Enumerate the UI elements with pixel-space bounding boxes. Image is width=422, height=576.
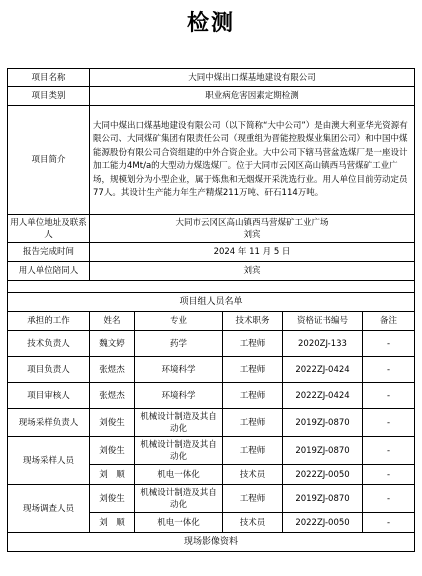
member-note: - xyxy=(363,331,415,357)
member-cert: 2022ZJ-0424 xyxy=(283,357,363,383)
member-note: - xyxy=(363,465,415,485)
table-row xyxy=(8,485,415,513)
member-cert: 2020ZJ-133 xyxy=(283,331,363,357)
member-major: 环境科学 xyxy=(135,383,223,409)
images-section-title: 现场影像资料 xyxy=(8,533,415,552)
row-address xyxy=(8,215,415,243)
member-major: 机械设计制造及其自动化 xyxy=(135,437,223,465)
project-intro-value: 大同中煤出口煤基地建设有限公司（以下简称“大中公司”）是由澳大利亚华光资源有限公司、大同煤矿集团有限责任公司（现重组为晋能控股煤业集团公司）和中国中煤能源股份有限公司合资组建的中外合资企业。大中公司下辖马营盆选煤厂是一座设计加工能力4Mt/a的大型动力煤选煤厂。位于大同市云冈区高山镇西马营煤矿工业广场，规模划分为小型企业，属于炼焦和无烟煤开采洗选行业。用人单位目前劳动定员77人。其设计生产能力年生产精煤211万吨、矸石114万吨。 xyxy=(90,106,415,215)
member-name: 张煜杰 xyxy=(90,357,135,383)
address-cell xyxy=(90,215,415,243)
header-name: 姓名 xyxy=(90,312,135,331)
row-escort xyxy=(8,262,415,281)
member-position: 工程师 xyxy=(223,437,283,465)
member-cert: 2022ZJ-0050 xyxy=(283,513,363,533)
member-name: 刘 顺 xyxy=(90,465,135,485)
member-position: 技术员 xyxy=(223,513,283,533)
table-row xyxy=(8,437,415,465)
escort-label: 用人单位陪同人 xyxy=(8,262,90,281)
member-task: 技术负责人 xyxy=(8,331,90,357)
member-major: 药学 xyxy=(135,331,223,357)
members-section-title: 项目组人员名单 xyxy=(8,293,415,312)
member-cert: 2019ZJ-0870 xyxy=(283,409,363,437)
row-report-date xyxy=(8,243,415,262)
member-task: 项目审核人 xyxy=(8,383,90,409)
contact-value: 刘宾 xyxy=(243,229,261,240)
member-name: 魏文婷 xyxy=(90,331,135,357)
member-task: 现场采样负责人 xyxy=(8,409,90,437)
page-title: 检测 xyxy=(186,11,235,36)
row-project-name xyxy=(8,69,415,87)
address-value: 大同市云冈区高山镇西马营煤矿工业广场 xyxy=(175,217,329,228)
project-name-label: 项目名称 xyxy=(8,69,90,87)
project-name-value: 大同中煤出口煤基地建设有限公司 xyxy=(90,69,415,87)
member-task: 现场采样人员 xyxy=(8,437,90,485)
member-name: 刘俊生 xyxy=(90,485,135,513)
member-cert: 2019ZJ-0870 xyxy=(283,437,363,465)
row-project-intro xyxy=(8,106,415,215)
member-task: 现场调查人员 xyxy=(8,485,90,533)
address-label: 用人单位地址及联系人 xyxy=(8,215,90,243)
member-cert: 2022ZJ-0050 xyxy=(283,465,363,485)
header-position: 技术职务 xyxy=(223,312,283,331)
row-images-title xyxy=(8,533,415,552)
project-type-value: 职业病危害因素定期检测 xyxy=(90,87,415,106)
member-name: 张煜杰 xyxy=(90,383,135,409)
member-major: 环境科学 xyxy=(135,357,223,383)
table-row xyxy=(8,357,415,383)
gap-cell xyxy=(8,281,415,293)
member-position: 工程师 xyxy=(223,331,283,357)
member-major: 机械设计制造及其自动化 xyxy=(135,409,223,437)
member-name: 刘 顺 xyxy=(90,513,135,533)
header-major: 专业 xyxy=(135,312,223,331)
member-name: 刘俊生 xyxy=(90,437,135,465)
project-type-label: 项目类别 xyxy=(8,87,90,106)
member-task: 项目负责人 xyxy=(8,357,90,383)
header-task: 承担的工作 xyxy=(8,312,90,331)
member-note: - xyxy=(363,383,415,409)
row-members-title xyxy=(8,293,415,312)
inspection-table xyxy=(7,68,415,552)
table-row xyxy=(8,409,415,437)
members-header-row xyxy=(8,312,415,331)
member-cert: 2019ZJ-0870 xyxy=(283,485,363,513)
member-major: 机电一体化 xyxy=(135,465,223,485)
header-note: 备注 xyxy=(363,312,415,331)
member-position: 工程师 xyxy=(223,409,283,437)
row-gap xyxy=(8,281,415,293)
row-project-type xyxy=(8,87,415,106)
member-position: 工程师 xyxy=(223,357,283,383)
member-position: 技术员 xyxy=(223,465,283,485)
member-name: 刘俊生 xyxy=(90,409,135,437)
report-date-value: 2024 年 11 月 5 日 xyxy=(90,243,415,262)
member-position: 工程师 xyxy=(223,383,283,409)
member-note: - xyxy=(363,437,415,465)
member-note: - xyxy=(363,513,415,533)
table-row xyxy=(8,331,415,357)
member-note: - xyxy=(363,409,415,437)
member-position: 工程师 xyxy=(223,485,283,513)
header-cert: 资格证书编号 xyxy=(283,312,363,331)
member-major: 机械设计制造及其自动化 xyxy=(135,485,223,513)
member-note: - xyxy=(363,357,415,383)
member-major: 机电一体化 xyxy=(135,513,223,533)
member-cert: 2022ZJ-0424 xyxy=(283,383,363,409)
escort-value: 刘宾 xyxy=(90,262,415,281)
table-row xyxy=(8,383,415,409)
project-intro-label: 项目简介 xyxy=(8,106,90,215)
report-date-label: 报告完成时间 xyxy=(8,243,90,262)
member-note: - xyxy=(363,485,415,513)
